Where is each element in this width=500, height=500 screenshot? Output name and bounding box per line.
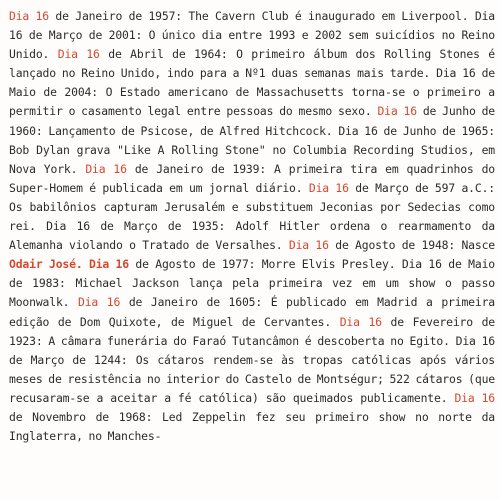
text-segment: de Fevereiro de 1923: A câmara funerária do Faraó Tutancâmon é descoberta no Egito. Dia 16 de Março de 1244: Os cátaros rendem-se às tropas católicas após vários meses de resistência no interior do Castelo de Montségur; 522 cátaros (que recusaram-se a aceitar a fé católica) são queimados publicamente. bbox=[9, 314, 496, 405]
highlighted-text: Dia 16 bbox=[85, 161, 127, 176]
highlighted-text: Dia 16 bbox=[377, 104, 417, 119]
highlighted-text: Dia 16 bbox=[288, 238, 329, 253]
text-segment: de Junho de 1960: Lançamento de Psicose, de Alfred Hitchcock. Dia 16 de Junho de 1965: Bob Dylan grava "Like A Rolling Stone" no Columbia Recording Studios, em Nova York. bbox=[9, 104, 496, 176]
highlighted-text: Dia 16 bbox=[454, 390, 496, 405]
text-segment: de Janeiro de 1957: The Cavern Club é inaugurado em Liverpool. Dia 16 de Março de 2001: O único dia entre 1993 e 2002 sem suicídios no Reino Unido. bbox=[9, 9, 495, 62]
text-segment: de Abril de 1964: O primeiro álbum dos Rolling Stones é lançado no Reino Unido, indo para a Nº1 duas semanas mais tarde. Dia 16 de Maio de 2004: O Estado americano de Massachusetts torna-se o primeiro a permitir o casamento legal entre pessoas do mesmo sexo. bbox=[9, 47, 495, 119]
text-segment: de Janeiro de 1605: É publicado em Madrid a primeira edição de Dom Quixote, de Miguel de Cervantes. bbox=[9, 295, 496, 329]
text-segment: de Agosto de 1948: Nasce bbox=[328, 238, 496, 253]
highlighted-text: Dia 16 bbox=[78, 295, 121, 310]
highlighted-text: Dia 16 bbox=[339, 314, 382, 329]
text-segment: de Janeiro de 1939: A primeira tira em quadrinhos do Super-Homem é publicada em um jornal diário. bbox=[9, 161, 495, 195]
text-segment: de Novembro de 1968: Led Zeppelin fez seu primeiro show no norte da Inglaterra, no Manches- bbox=[9, 409, 495, 444]
highlighted-text: Dia 16 bbox=[308, 180, 349, 195]
body-text bbox=[9, 7, 495, 446]
text-segment: de Agosto de 1977: Morre Elvis Presley. Dia 16 de Maio de 1983: Michael Jackson lança pela primeira vez em um show o passo Moonwalk. bbox=[9, 257, 495, 310]
highlighted-text: Odair José. bbox=[9, 257, 83, 272]
highlighted-text: Dia 16 bbox=[88, 257, 129, 272]
highlighted-text: Dia 16 bbox=[9, 9, 49, 23]
highlighted-text: Dia 16 bbox=[57, 47, 100, 62]
text-segment: de Março de 597 a.C.: Os babilônios capturam Jerusalém e substituem Jeconias por Sedecias como rei. Dia 16 de Março de 1935: Adolf Hitler ordena o rearmamento da Alemanha violando o Tratado de Versalhes. bbox=[9, 180, 495, 253]
